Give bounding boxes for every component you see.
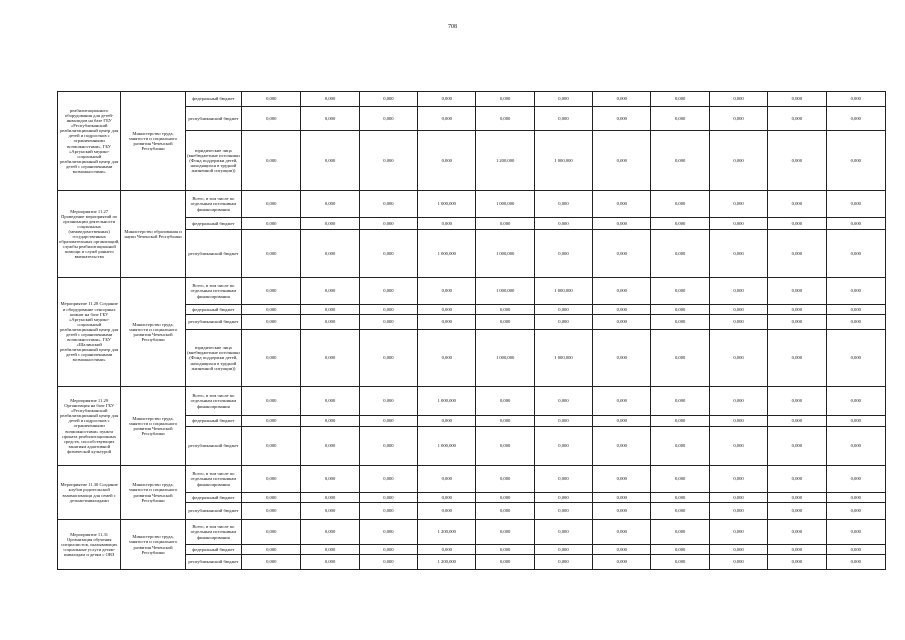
- value-cell: 0,000: [651, 131, 709, 191]
- value-cell: 0,000: [768, 493, 826, 503]
- value-cell: 1 200,000: [418, 520, 476, 545]
- value-cell: 0,000: [651, 305, 709, 315]
- value-cell: 0,000: [768, 305, 826, 315]
- value-cell: 0,000: [709, 416, 767, 427]
- value-cell: 0,000: [301, 493, 359, 503]
- value-cell: 0,000: [768, 427, 826, 466]
- value-cell: 0,000: [242, 305, 301, 315]
- value-cell: 0,000: [418, 330, 476, 387]
- value-cell: 0,000: [418, 107, 476, 131]
- value-cell: 0,000: [593, 131, 651, 191]
- funding-source-cell: республиканский бюджет: [185, 555, 241, 570]
- value-cell: 0,000: [242, 330, 301, 387]
- responsible-org-cell: Министерство труда, занятости и социального развития Чеченской Республики: [121, 520, 185, 570]
- value-cell: 0,000: [709, 218, 767, 230]
- value-cell: 0,000: [651, 466, 709, 493]
- value-cell: 0,000: [593, 191, 651, 218]
- value-cell: 0,000: [709, 555, 767, 570]
- value-cell: 0,000: [768, 466, 826, 493]
- value-cell: 0,000: [593, 230, 651, 278]
- funding-source-cell: юридические лица (внебюджетные источники (Фонд поддержки детей, находящихся в трудной жизненной ситуации)): [185, 131, 241, 191]
- value-cell: 0,000: [418, 305, 476, 315]
- value-cell: 0,000: [359, 427, 417, 466]
- value-cell: 1 000,000: [534, 131, 592, 191]
- value-cell: 0,000: [593, 387, 651, 416]
- value-cell: 0,000: [593, 493, 651, 503]
- value-cell: 0,000: [476, 92, 534, 107]
- value-cell: 0,000: [651, 330, 709, 387]
- value-cell: 0,000: [826, 493, 885, 503]
- value-cell: 1 200,000: [476, 131, 534, 191]
- value-cell: 0,000: [242, 387, 301, 416]
- value-cell: 0,000: [418, 315, 476, 330]
- value-cell: 0,000: [768, 555, 826, 570]
- table-row: [58, 278, 886, 305]
- value-cell: 0,000: [651, 230, 709, 278]
- value-cell: 0,000: [476, 545, 534, 555]
- value-cell: 1 000,000: [418, 387, 476, 416]
- value-cell: 0,000: [242, 520, 301, 545]
- value-cell: 0,000: [709, 545, 767, 555]
- value-cell: 0,000: [418, 218, 476, 230]
- funding-source-cell: федеральный бюджет: [185, 545, 241, 555]
- value-cell: 0,000: [651, 503, 709, 520]
- funding-source-cell: федеральный бюджет: [185, 493, 241, 503]
- table-row: [58, 520, 886, 545]
- value-cell: 0,000: [359, 520, 417, 545]
- value-cell: 0,000: [768, 218, 826, 230]
- value-cell: 0,000: [651, 427, 709, 466]
- page-number: 708: [448, 24, 457, 30]
- value-cell: 0,000: [476, 427, 534, 466]
- value-cell: 0,000: [593, 545, 651, 555]
- table-row: [58, 191, 886, 218]
- value-cell: 0,000: [359, 416, 417, 427]
- value-cell: 0,000: [826, 218, 885, 230]
- value-cell: 0,000: [593, 427, 651, 466]
- value-cell: 0,000: [242, 416, 301, 427]
- funding-source-cell: республиканский бюджет: [185, 427, 241, 466]
- value-cell: 0,000: [301, 191, 359, 218]
- value-cell: 0,000: [593, 466, 651, 493]
- value-cell: 0,000: [476, 555, 534, 570]
- value-cell: 1 000,000: [476, 278, 534, 305]
- value-cell: 0,000: [301, 131, 359, 191]
- value-cell: 0,000: [418, 92, 476, 107]
- value-cell: 0,000: [826, 555, 885, 570]
- value-cell: 0,000: [418, 278, 476, 305]
- value-cell: 0,000: [242, 466, 301, 493]
- value-cell: 0,000: [534, 555, 592, 570]
- value-cell: 0,000: [593, 330, 651, 387]
- value-cell: 0,000: [359, 278, 417, 305]
- value-cell: 0,000: [359, 191, 417, 218]
- value-cell: 0,000: [418, 493, 476, 503]
- value-cell: 0,000: [534, 427, 592, 466]
- value-cell: 0,000: [476, 387, 534, 416]
- value-cell: 0,000: [709, 191, 767, 218]
- value-cell: 0,000: [651, 92, 709, 107]
- value-cell: 0,000: [242, 92, 301, 107]
- value-cell: 0,000: [826, 191, 885, 218]
- value-cell: 0,000: [476, 315, 534, 330]
- funding-source-cell: юридические лица (внебюджетные источники (Фонд поддержки детей, находящихся в трудной жизненной ситуации)): [185, 330, 241, 387]
- value-cell: 0,000: [826, 107, 885, 131]
- value-cell: 0,000: [826, 315, 885, 330]
- value-cell: 0,000: [709, 107, 767, 131]
- value-cell: 0,000: [476, 218, 534, 230]
- value-cell: 0,000: [709, 278, 767, 305]
- value-cell: 0,000: [418, 545, 476, 555]
- value-cell: 1 000,000: [418, 191, 476, 218]
- value-cell: 0,000: [301, 520, 359, 545]
- value-cell: 0,000: [768, 545, 826, 555]
- value-cell: 0,000: [593, 278, 651, 305]
- value-cell: 1 000,000: [534, 330, 592, 387]
- funding-source-cell: республиканский бюджет: [185, 230, 241, 278]
- value-cell: 0,000: [768, 92, 826, 107]
- value-cell: 0,000: [242, 427, 301, 466]
- value-cell: 0,000: [359, 503, 417, 520]
- value-cell: 0,000: [709, 92, 767, 107]
- value-cell: 0,000: [534, 416, 592, 427]
- value-cell: 0,000: [768, 315, 826, 330]
- value-cell: 0,000: [593, 305, 651, 315]
- value-cell: 0,000: [768, 191, 826, 218]
- value-cell: 0,000: [359, 330, 417, 387]
- value-cell: 0,000: [359, 218, 417, 230]
- value-cell: 0,000: [709, 387, 767, 416]
- value-cell: 0,000: [242, 131, 301, 191]
- value-cell: 0,000: [651, 520, 709, 545]
- value-cell: 0,000: [301, 218, 359, 230]
- value-cell: 0,000: [534, 466, 592, 493]
- value-cell: 0,000: [359, 131, 417, 191]
- value-cell: 0,000: [301, 387, 359, 416]
- value-cell: 0,000: [709, 131, 767, 191]
- value-cell: 0,000: [651, 493, 709, 503]
- value-cell: 0,000: [534, 191, 592, 218]
- value-cell: 0,000: [593, 218, 651, 230]
- value-cell: 0,000: [593, 520, 651, 545]
- value-cell: 0,000: [709, 466, 767, 493]
- value-cell: 0,000: [826, 466, 885, 493]
- value-cell: 0,000: [242, 545, 301, 555]
- value-cell: 0,000: [651, 387, 709, 416]
- value-cell: 0,000: [593, 555, 651, 570]
- value-cell: 0,000: [534, 520, 592, 545]
- funding-source-cell: Всего, в том числе по отдельным источникам финансирования: [185, 387, 241, 416]
- value-cell: 0,000: [651, 315, 709, 330]
- value-cell: 0,000: [826, 520, 885, 545]
- value-cell: 0,000: [534, 218, 592, 230]
- funding-source-cell: Всего, в том числе по отдельным источникам финансирования: [185, 466, 241, 493]
- value-cell: 0,000: [593, 416, 651, 427]
- value-cell: 0,000: [534, 503, 592, 520]
- value-cell: 1 000,000: [476, 230, 534, 278]
- value-cell: 0,000: [826, 230, 885, 278]
- funding-source-cell: республиканский бюджет: [185, 503, 241, 520]
- value-cell: 1 000,000: [476, 330, 534, 387]
- value-cell: 0,000: [651, 545, 709, 555]
- value-cell: 0,000: [768, 520, 826, 545]
- value-cell: 0,000: [709, 230, 767, 278]
- event-name-cell: Мероприятие 11.30 Создание клубов родительской взаимопомощи для семей с детьми-инвалидами: [58, 466, 121, 520]
- value-cell: 0,000: [418, 503, 476, 520]
- value-cell: 0,000: [476, 107, 534, 131]
- value-cell: 0,000: [768, 107, 826, 131]
- funding-source-cell: федеральный бюджет: [185, 305, 241, 315]
- value-cell: 0,000: [301, 278, 359, 305]
- event-name-cell: Мероприятие 11.28 Создание и оборудование сенсорных комнат на базе ГБУ «Аргунский медико-социальный реабилитационный центр для детей с ограниченными возможностями», ГБУ «Шалинский реабилитационный центр для детей с ограниченными возможностями»: [58, 278, 121, 387]
- value-cell: 0,000: [242, 218, 301, 230]
- value-cell: 0,000: [476, 493, 534, 503]
- value-cell: 0,000: [768, 330, 826, 387]
- value-cell: 1 000,000: [534, 278, 592, 305]
- value-cell: 0,000: [826, 305, 885, 315]
- value-cell: 0,000: [651, 191, 709, 218]
- event-name-cell: Мероприятие 11.31 Организация обучения специалистов, оказывающих социальные услуги детям-инвалидам и детям с ОВЗ: [58, 520, 121, 570]
- value-cell: 0,000: [359, 305, 417, 315]
- value-cell: 1 200,000: [418, 555, 476, 570]
- value-cell: 0,000: [709, 503, 767, 520]
- funding-source-cell: федеральный бюджет: [185, 92, 241, 107]
- event-name-cell: Мероприятие 11.27 Проведение мероприятий по организации деятельности социальных (межведомственных) государственных образовательных организаций, службы реабилитационной помощи и служб раннего вмешательства: [58, 191, 121, 278]
- value-cell: 0,000: [651, 107, 709, 131]
- financing-table: [57, 91, 886, 570]
- value-cell: 0,000: [359, 555, 417, 570]
- value-cell: 0,000: [359, 107, 417, 131]
- value-cell: 0,000: [534, 107, 592, 131]
- value-cell: 0,000: [242, 503, 301, 520]
- value-cell: 0,000: [826, 131, 885, 191]
- value-cell: 0,000: [768, 416, 826, 427]
- value-cell: 0,000: [651, 278, 709, 305]
- value-cell: 0,000: [301, 315, 359, 330]
- value-cell: 0,000: [534, 493, 592, 503]
- value-cell: 0,000: [359, 387, 417, 416]
- value-cell: 0,000: [768, 278, 826, 305]
- table-row: [58, 466, 886, 493]
- value-cell: 0,000: [534, 230, 592, 278]
- value-cell: 0,000: [418, 131, 476, 191]
- funding-source-cell: Всего, в том числе по отдельным источникам финансирования: [185, 278, 241, 305]
- responsible-org-cell: Министерство труда, занятости и социального развития Чеченской Республики: [121, 387, 185, 466]
- value-cell: 0,000: [476, 305, 534, 315]
- responsible-org-cell: Министерство труда, занятости и социального развития Чеченской Республики: [121, 278, 185, 387]
- value-cell: 0,000: [301, 230, 359, 278]
- value-cell: 0,000: [534, 387, 592, 416]
- value-cell: 0,000: [242, 493, 301, 503]
- value-cell: 0,000: [709, 427, 767, 466]
- value-cell: 0,000: [709, 315, 767, 330]
- value-cell: 0,000: [709, 493, 767, 503]
- value-cell: 0,000: [826, 92, 885, 107]
- value-cell: 0,000: [826, 278, 885, 305]
- value-cell: 0,000: [301, 107, 359, 131]
- funding-source-cell: Всего, в том числе по отдельным источникам финансирования: [185, 191, 241, 218]
- event-name-cell: реабилитационного оборудования для детей-инвалидов на базе ГБУ «Республиканский реабилитационный центр для детей и подростков с ограниченными возможностями», ГБУ «Аргунский медико-социальный реабилитационный центр для детей с ограниченными возможностями»: [58, 92, 121, 191]
- value-cell: 0,000: [593, 315, 651, 330]
- value-cell: 0,000: [242, 191, 301, 218]
- value-cell: 0,000: [768, 131, 826, 191]
- value-cell: 0,000: [651, 416, 709, 427]
- value-cell: 0,000: [826, 330, 885, 387]
- value-cell: 0,000: [709, 305, 767, 315]
- value-cell: 0,000: [301, 555, 359, 570]
- table-row: [58, 92, 886, 107]
- value-cell: 0,000: [301, 305, 359, 315]
- value-cell: 0,000: [768, 387, 826, 416]
- value-cell: 0,000: [359, 315, 417, 330]
- value-cell: 0,000: [242, 555, 301, 570]
- value-cell: 0,000: [359, 92, 417, 107]
- value-cell: 0,000: [534, 305, 592, 315]
- value-cell: 0,000: [242, 107, 301, 131]
- value-cell: 0,000: [476, 520, 534, 545]
- value-cell: 0,000: [242, 230, 301, 278]
- value-cell: 1 000,000: [418, 230, 476, 278]
- value-cell: 0,000: [593, 107, 651, 131]
- value-cell: 0,000: [476, 466, 534, 493]
- value-cell: 0,000: [301, 92, 359, 107]
- value-cell: 0,000: [301, 545, 359, 555]
- value-cell: 0,000: [301, 466, 359, 493]
- value-cell: 0,000: [359, 493, 417, 503]
- funding-source-cell: республиканский бюджет: [185, 107, 241, 131]
- value-cell: 0,000: [418, 416, 476, 427]
- value-cell: 0,000: [709, 520, 767, 545]
- value-cell: 0,000: [826, 427, 885, 466]
- funding-source-cell: федеральный бюджет: [185, 416, 241, 427]
- value-cell: 0,000: [593, 92, 651, 107]
- funding-source-cell: федеральный бюджет: [185, 218, 241, 230]
- value-cell: 0,000: [593, 503, 651, 520]
- value-cell: 0,000: [476, 503, 534, 520]
- value-cell: 0,000: [359, 466, 417, 493]
- value-cell: 0,000: [826, 416, 885, 427]
- value-cell: 0,000: [418, 466, 476, 493]
- value-cell: 0,000: [242, 315, 301, 330]
- value-cell: 0,000: [826, 387, 885, 416]
- value-cell: 0,000: [826, 545, 885, 555]
- event-name-cell: Мероприятие 11.29 Организация на базе ГБУ «Республиканский реабилитационный центр для детей и подростков с ограниченными возможностями» пункта проката реабилитационных средств, способствующих занятиям адаптивной физической культурой: [58, 387, 121, 466]
- value-cell: 0,000: [301, 427, 359, 466]
- value-cell: 0,000: [476, 416, 534, 427]
- value-cell: 0,000: [651, 218, 709, 230]
- value-cell: 0,000: [301, 416, 359, 427]
- value-cell: 0,000: [534, 315, 592, 330]
- value-cell: 0,000: [651, 555, 709, 570]
- value-cell: 0,000: [826, 503, 885, 520]
- responsible-org-cell: Министерство образования и науки Чеченской Республики: [121, 191, 185, 278]
- value-cell: 0,000: [768, 503, 826, 520]
- funding-source-cell: республиканский бюджет: [185, 315, 241, 330]
- table-row: [58, 387, 886, 416]
- value-cell: 0,000: [359, 230, 417, 278]
- value-cell: 0,000: [242, 278, 301, 305]
- responsible-org-cell: Министерство труда, занятости и социального развития Чеченской Республики: [121, 466, 185, 520]
- funding-source-cell: Всего, в том числе по отдельным источникам финансирования: [185, 520, 241, 545]
- value-cell: 0,000: [359, 545, 417, 555]
- value-cell: 1 000,000: [418, 427, 476, 466]
- responsible-org-cell: Министерство труда, занятости и социального развития Чеченской Республики: [121, 92, 185, 191]
- value-cell: 0,000: [709, 330, 767, 387]
- value-cell: 0,000: [534, 545, 592, 555]
- value-cell: 0,000: [301, 330, 359, 387]
- value-cell: 0,000: [534, 92, 592, 107]
- value-cell: 1 000,000: [476, 191, 534, 218]
- value-cell: 0,000: [301, 503, 359, 520]
- value-cell: 0,000: [768, 230, 826, 278]
